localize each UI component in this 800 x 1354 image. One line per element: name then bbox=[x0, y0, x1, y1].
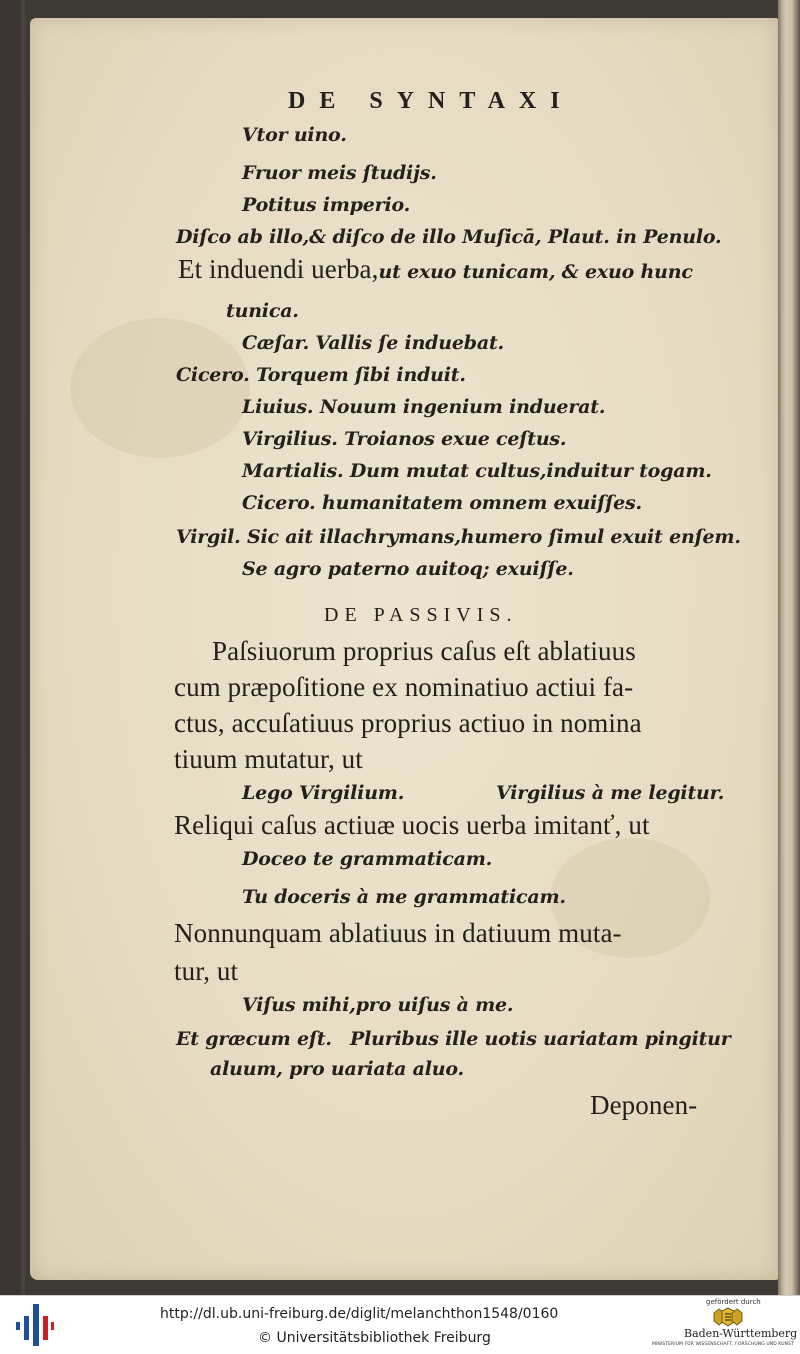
body-line: Reliqui caſus actiuæ uocis uerba imitanť, ut bbox=[174, 810, 650, 840]
body-line: ctus, accuſatiuus proprius actiuo in nomina bbox=[174, 708, 642, 738]
example-passive: Virgilius à me legitur. bbox=[496, 782, 725, 804]
text-line: Cæſar. Vallis ſe induebat. bbox=[242, 332, 504, 354]
text-line: Viſus mihi,pro uiſus à me. bbox=[242, 994, 514, 1016]
state-coat-of-arms-icon bbox=[710, 1307, 746, 1327]
body-line: Nonnunquam ablatiuus in datiuum muta- bbox=[174, 918, 622, 948]
text-line: Pluribus ille uotis uariatam pingitur bbox=[350, 1028, 731, 1050]
section-heading: DE PASSIVIS. bbox=[324, 604, 518, 626]
next-page-edge bbox=[778, 0, 800, 1295]
text-line: Se agro paterno auitoq; exuiſſe. bbox=[242, 558, 574, 580]
copyright-notice: © Universitätsbibliothek Freiburg bbox=[258, 1330, 491, 1346]
text-line: Liuius. Nouum ingenium induerat. bbox=[242, 396, 606, 418]
paper-stain bbox=[70, 318, 250, 458]
example-active: Lego Virgilium. bbox=[242, 782, 405, 804]
text-line: Tu doceris à me grammaticam. bbox=[242, 886, 566, 908]
roman-segment: Et induendi uerba, bbox=[178, 254, 379, 284]
text-line: Cicero. Torquem ſibi induit. bbox=[176, 364, 466, 386]
text-line: Et græcum eſt. bbox=[176, 1028, 332, 1050]
text-line: Virgilius. Troianos exue ceſtus. bbox=[242, 428, 567, 450]
text-line: Doceo te grammaticam. bbox=[242, 848, 493, 870]
text-line: Diſco ab illo,& diſco de illo Muſicā, Plaut. in Penulo. bbox=[176, 226, 722, 248]
ministry-name: MINISTERIUM FÜR WISSENSCHAFT, FORSCHUNG UND KUNST bbox=[652, 1342, 794, 1347]
catchword: Deponen- bbox=[590, 1090, 698, 1120]
italic-segment: ut exuo tunicam, & exuo hunc bbox=[378, 261, 693, 283]
text-line: Virgil. Sic ait illachrymans,humero ſimul exuit enſem. bbox=[176, 526, 741, 548]
text-line: Vtor uino. bbox=[242, 124, 347, 146]
text-line: Cicero. humanitatem omnem exuiſſes. bbox=[242, 492, 642, 514]
funded-by-label: gefördert durch bbox=[706, 1298, 761, 1306]
text-line: Potitus imperio. bbox=[242, 194, 411, 216]
text-line: Fruor meis ſtudijs. bbox=[242, 162, 437, 184]
text-line: tunica. bbox=[226, 300, 299, 322]
text-line: Martialis. Dum mutat cultus,induitur togam. bbox=[242, 460, 712, 482]
body-line: Paſsiuorum proprius caſus eſt ablatiuus bbox=[212, 636, 636, 666]
running-head: DE SYNTAXI bbox=[288, 88, 574, 114]
body-line: tur, ut bbox=[174, 956, 239, 986]
body-line: cum præpoſitione ex nominatiuo actiui fa- bbox=[174, 672, 634, 702]
ub-freiburg-logo-icon[interactable] bbox=[14, 1304, 54, 1346]
permalink-url[interactable]: http://dl.ub.uni-freiburg.de/diglit/melanchthon1548/0160 bbox=[160, 1306, 559, 1322]
text-line-mixed bbox=[178, 254, 693, 285]
viewer-footer bbox=[0, 1295, 800, 1354]
book-page bbox=[30, 18, 778, 1280]
state-name: Baden-Württemberg bbox=[684, 1327, 798, 1340]
text-line: aluum, pro uariata aluo. bbox=[210, 1058, 464, 1080]
body-line: tiuum mutatur, ut bbox=[174, 744, 363, 774]
